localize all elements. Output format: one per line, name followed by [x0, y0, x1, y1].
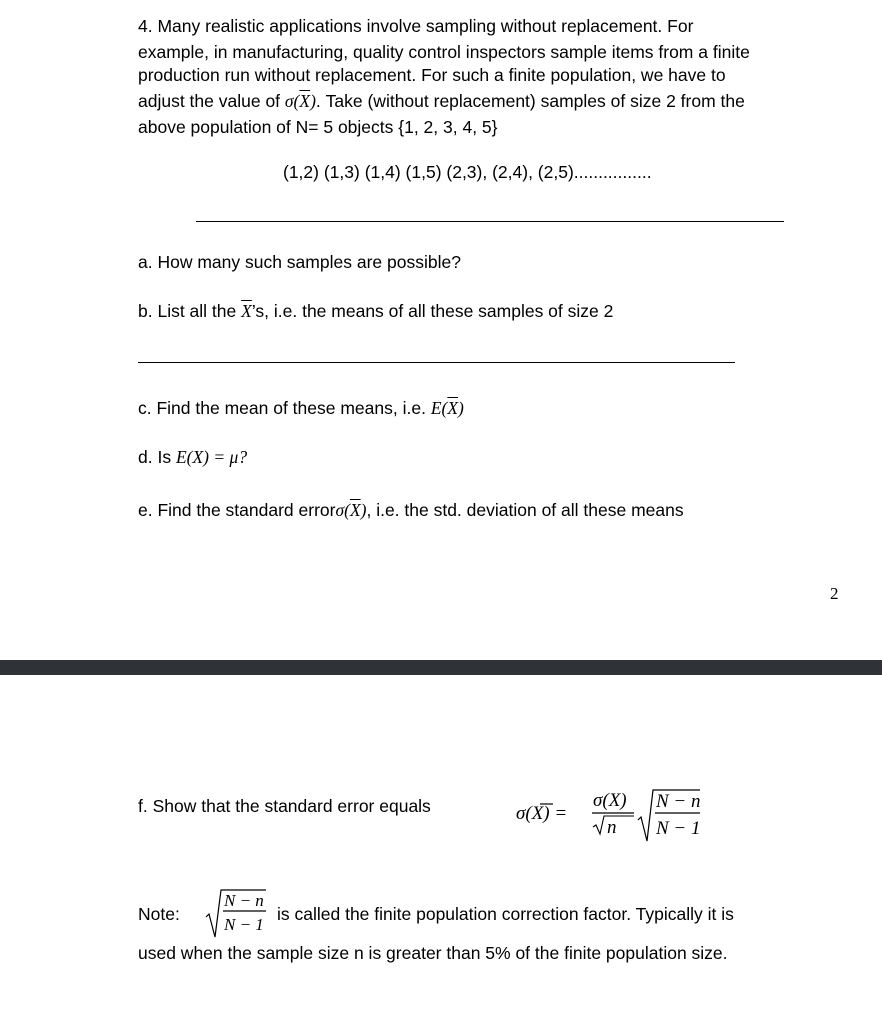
part-b	[138, 298, 613, 324]
part-e-prefix: e. Find the standard error	[138, 500, 336, 520]
page-break-divider	[0, 660, 882, 675]
correction-factor-formula	[204, 884, 272, 942]
formula-denominator: n	[607, 817, 617, 838]
part-d	[138, 444, 247, 470]
sigma-xbar-inline-e: $\sigma(\overline{X})$	[335, 500, 367, 520]
part-e	[138, 497, 684, 523]
root-numerator: N − n	[656, 791, 701, 812]
question-4-line-4	[138, 88, 745, 114]
sigma-xbar-inline: $\sigma(\overline{X})$	[284, 91, 316, 111]
note-text-line-1: is called the finite population correction factor. Typically it is	[277, 904, 734, 924]
question-4-line-1: 4. Many realistic applications involve sampling without replacement. For	[138, 16, 694, 36]
answer-line-2	[138, 362, 735, 363]
formula-lhs: σ(X) =	[516, 803, 568, 824]
question-4-line-3: production run without replacement. For such a finite population, we have to	[138, 65, 726, 85]
standard-error-formula	[510, 784, 710, 846]
sample-pairs: (1,2) (1,3) (1,4) (1,5) (2,3), (2,4), (2,5)................	[283, 162, 652, 182]
part-a: a. How many such samples are possible?	[138, 252, 461, 272]
xbar-symbol: $\overline{X}$	[241, 301, 252, 321]
part-c-prefix: c. Find the mean of these means, i.e.	[138, 398, 426, 418]
root-denominator: N − 1	[656, 818, 701, 839]
part-e-suffix: , i.e. the std. deviation of all these means	[366, 500, 684, 520]
note-root-numerator: N − n	[224, 891, 264, 910]
part-f: f. Show that the standard error equals	[138, 796, 431, 816]
part-b-prefix: b. List all the	[138, 301, 237, 321]
part-d-prefix: d. Is	[138, 447, 172, 467]
answer-line-1	[196, 221, 784, 222]
part-b-suffix: ’s, i.e. the means of all these samples of size 2	[251, 301, 614, 321]
formula-numerator: σ(X)	[593, 790, 627, 811]
note-root-denominator: N − 1	[224, 915, 264, 934]
expectation-xbar: $E(\overline{X})$	[430, 398, 464, 418]
expectation-equals-mu: E(X) = μ?	[175, 447, 248, 467]
question-4-line-2: example, in manufacturing, quality control inspectors sample items from a finite	[138, 42, 750, 62]
part-c	[138, 395, 464, 421]
note-text-line-2: used when the sample size n is greater than 5% of the finite population size.	[138, 943, 728, 963]
page-number: 2	[830, 584, 839, 603]
line-4-prefix: adjust the value of	[138, 91, 281, 111]
question-4-line-5: above population of N= 5 objects {1, 2, 3, 4, 5}	[138, 117, 498, 137]
line-4-suffix: . Take (without replacement) samples of size 2 from the	[315, 91, 745, 111]
note-label: Note:	[138, 904, 180, 924]
